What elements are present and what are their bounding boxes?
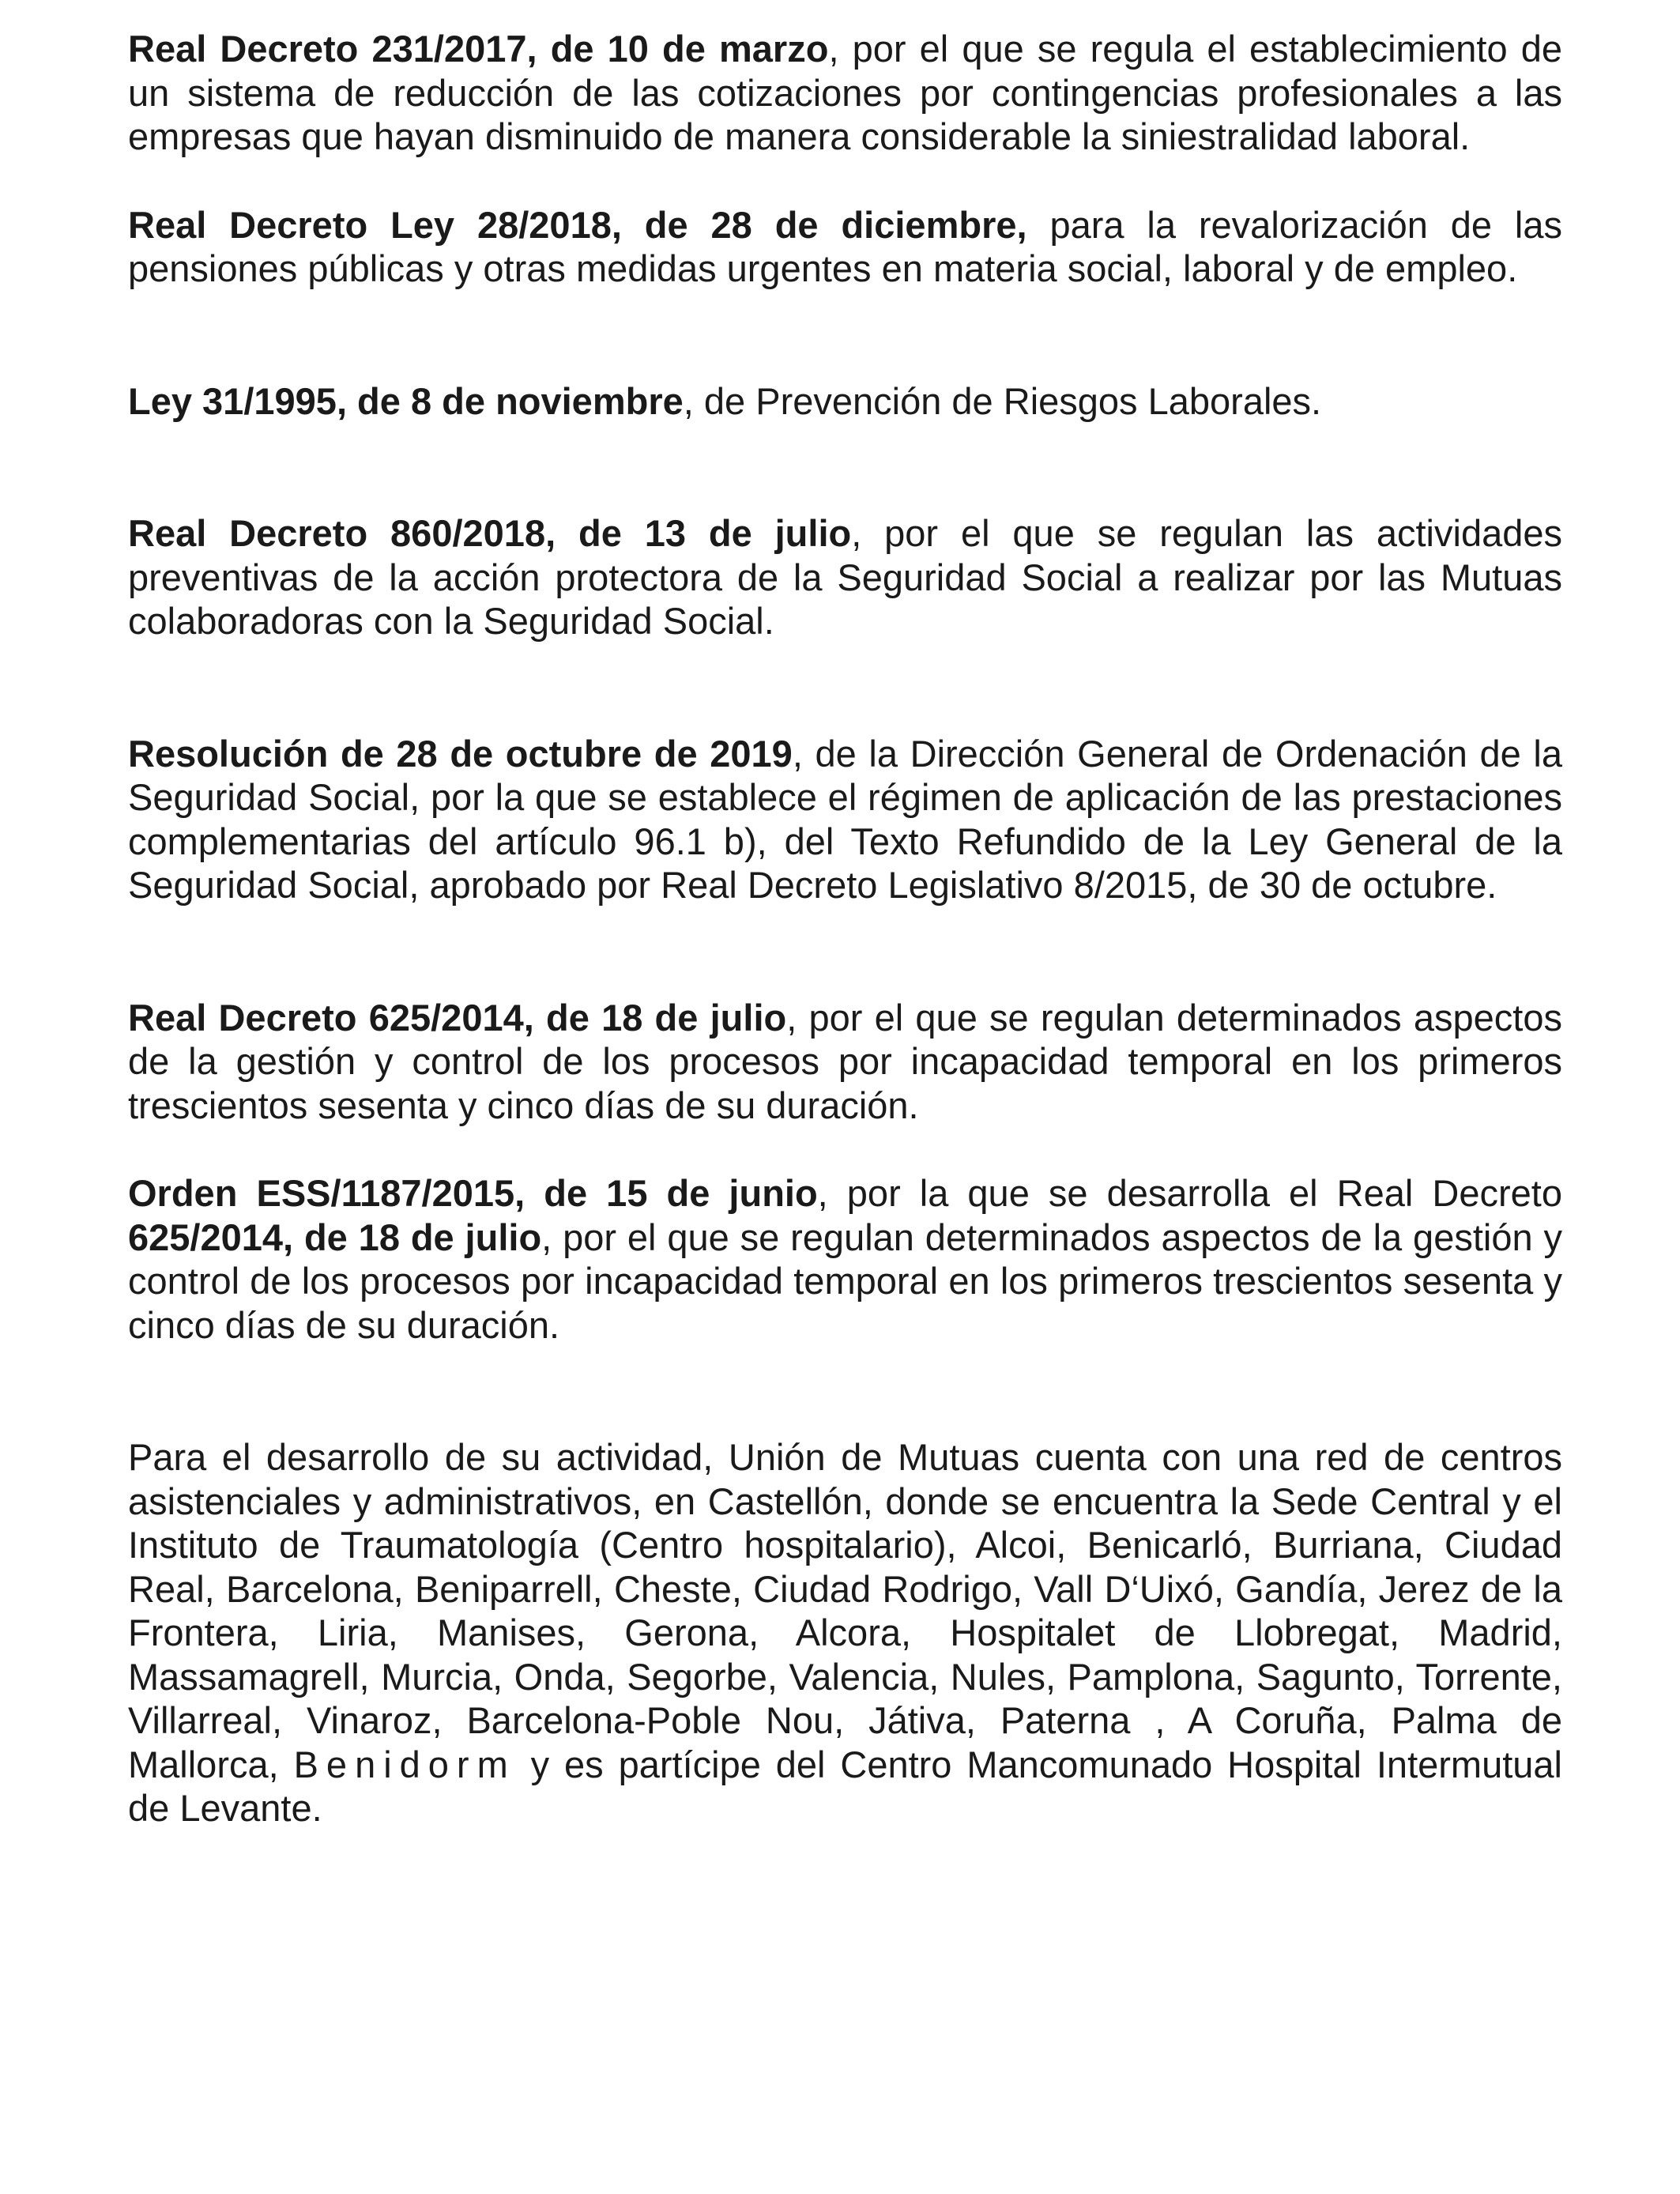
paragraph-text: , por el que se regulan las actividades preventivas de la acción protectora de la Seguridad Social a realizar por las Mutuas colaboradoras con la Seguridad Social. [128, 512, 1562, 642]
legal-reference-title: Orden ESS/1187/2015, de 15 de junio [128, 1172, 818, 1214]
legal-reference-inline: 625/2014, de 18 de julio [128, 1216, 542, 1258]
paragraph-ley-31-1995 [128, 379, 1562, 424]
paragraph-text: para la revalorización de las pensiones públicas y otras medidas urgentes en materia social, laboral y de empleo. [128, 203, 1563, 289]
legal-reference-title: Resolución de 28 de octubre de 2019 [128, 732, 793, 775]
legal-reference-title: Real Decreto Ley 28/2018, de 28 de diciembre, [128, 203, 1027, 246]
paragraph-text: , por el que se regulan determinados aspectos de la gestión y control de los procesos por incapacidad temporal en los primeros trescientos sesenta y cinco días de su duración. [128, 996, 1563, 1126]
paragraph-text: , por la que se desarrolla el Real Decreto [817, 1172, 1562, 1214]
paragraph-text: Para el desarrollo de su actividad, Unión de Mutuas cuenta con una red de centros asistenciales y administrativos, en Castellón, donde se encuentra la Sede Central y el Instituto de Traumatología (Centro hospitalario), Alcoi, Benicarló, Burriana, Ciudad Real, Barcelona, Beniparrell, Cheste, Ciudad Rodrigo, Vall D‘Uixó, Gandía, Jerez de la Frontera, Liria, Manises, Gerona, Alcora, Hospitalet de Llobregat, Madrid, Massamagrell, Murcia, Onda, Segorbe, Valencia, Nules, Pamplona, Sagunto, Torrente, Villarreal, Vinaroz, Barcelona-Poble Nou, Játiva, Paterna , A Coruña, Palma de Mallorca, [128, 1436, 1562, 1785]
paragraph-centros-union-de-mutuas [128, 1435, 1562, 1830]
paragraph-real-decreto-ley-28-2018 [128, 203, 1562, 291]
paragraph-text: , de la Dirección General de Ordenación de la Seguridad Social, por la que se establece el régimen de aplicación de las prestaciones complementarias del artículo 96.1 b), del Texto Refundido de la Ley General de la Seguridad Social, aprobado por Real Decreto Legislativo 8/2015, de 30 de octubre. [128, 732, 1562, 906]
paragraph-text: , por el que se regula el establecimiento de un sistema de reducción de las cotizaciones por contingencias profesionales a las empresas que hayan disminuido de manera considerable la siniestralidad laboral. [128, 28, 1562, 157]
legal-reference-title: Real Decreto 231/2017, de 10 de marzo [128, 28, 829, 70]
paragraph-real-decreto-231-2017 [128, 27, 1562, 159]
legal-reference-title: Real Decreto 860/2018, de 13 de julio [128, 512, 852, 554]
paragraph-text: , de Prevención de Riesgos Laborales. [683, 379, 1322, 422]
paragraph-real-decreto-625-2014 [128, 996, 1562, 1128]
legal-reference-title: Ley 31/1995, de 8 de noviembre [128, 379, 684, 422]
paragraph-real-decreto-860-2018 [128, 511, 1562, 643]
city-name-benidorm: Benidorm [293, 1743, 516, 1785]
paragraph-resolucion-2019 [128, 732, 1562, 907]
paragraph-text: , por el que se regulan determinados aspectos de la gestión y control de los procesos por incapacidad temporal en los primeros trescientos sesenta y cinco días de su duración. [128, 1216, 1562, 1346]
paragraph-orden-ess-1187-2015 [128, 1171, 1562, 1347]
paragraph-text: y es partícipe del Centro Mancomunado Hospital Intermutual de Levante. [128, 1743, 1562, 1829]
legal-reference-title: Real Decreto 625/2014, de 18 de julio [128, 996, 787, 1039]
document-page [128, 27, 1562, 1830]
